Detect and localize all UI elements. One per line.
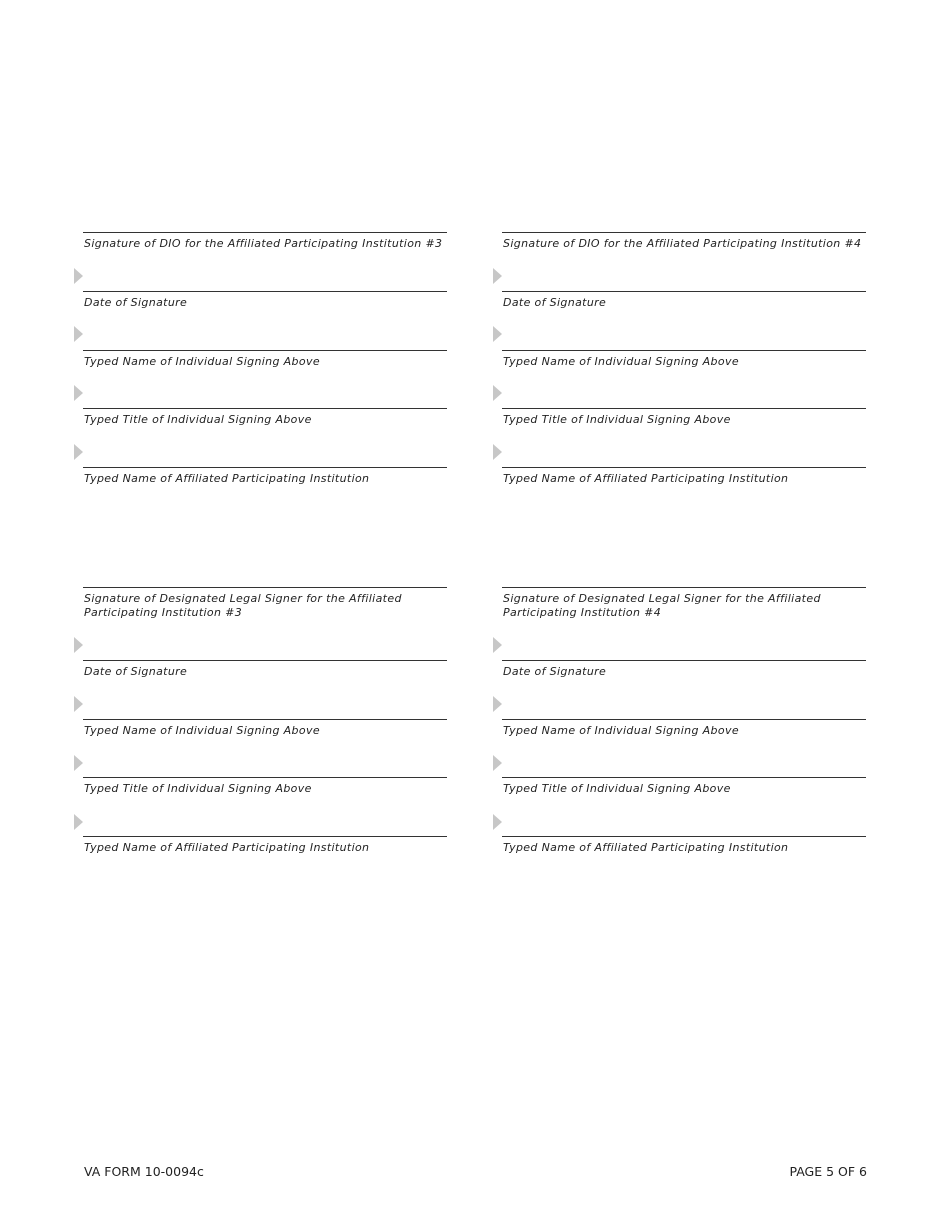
field-pointer-icon: [74, 637, 83, 653]
signature-caption: Signature of Designated Legal Signer for the Affiliated Participating Institution #4: [503, 592, 821, 619]
field-pointer-icon: [74, 696, 83, 712]
field-pointer-icon: [493, 326, 502, 342]
typed-title-field[interactable]: [83, 408, 447, 467]
signature-caption: Signature of DIO for the Affiliated Participating Institution #3: [84, 237, 443, 250]
institution-field[interactable]: [83, 467, 447, 507]
signature-caption: Signature of Designated Legal Signer for the Affiliated Participating Institution #3: [84, 592, 402, 619]
field-pointer-icon: [74, 385, 83, 401]
name-caption: Typed Name of Individual Signing Above: [84, 724, 320, 737]
date-caption: Date of Signature: [84, 665, 188, 678]
legal-signer-block-4: [502, 587, 866, 876]
date-field[interactable]: [83, 660, 447, 719]
field-pointer-icon: [74, 444, 83, 460]
field-pointer-icon: [493, 444, 502, 460]
dio-signature-field-3[interactable]: [83, 232, 447, 291]
legal-signature-field-4[interactable]: [502, 587, 866, 660]
title-caption: Typed Title of Individual Signing Above: [84, 413, 312, 426]
date-field[interactable]: [502, 291, 866, 350]
typed-name-field[interactable]: [83, 350, 447, 408]
typed-name-field[interactable]: [502, 350, 866, 408]
dio-signature-block-3: [83, 232, 447, 507]
date-caption: Date of Signature: [503, 665, 607, 678]
institution-field[interactable]: [83, 836, 447, 876]
field-pointer-icon: [74, 755, 83, 771]
typed-name-field[interactable]: [502, 719, 866, 777]
institution-caption: Typed Name of Affiliated Participating Institution: [84, 472, 370, 485]
typed-name-field[interactable]: [83, 719, 447, 777]
date-field[interactable]: [83, 291, 447, 350]
field-pointer-icon: [74, 326, 83, 342]
field-pointer-icon: [74, 814, 83, 830]
legal-signature-field-3[interactable]: [83, 587, 447, 660]
date-caption: Date of Signature: [84, 296, 188, 309]
institution-caption: Typed Name of Affiliated Participating Institution: [503, 472, 789, 485]
legal-signer-block-3: [83, 587, 447, 876]
dio-signature-field-4[interactable]: [502, 232, 866, 291]
typed-title-field[interactable]: [502, 777, 866, 836]
name-caption: Typed Name of Individual Signing Above: [503, 355, 739, 368]
field-pointer-icon: [493, 268, 502, 284]
page-indicator: PAGE 5 OF 6: [789, 1164, 867, 1179]
field-pointer-icon: [74, 268, 83, 284]
field-pointer-icon: [493, 385, 502, 401]
field-pointer-icon: [493, 814, 502, 830]
typed-title-field[interactable]: [83, 777, 447, 836]
institution-field[interactable]: [502, 836, 866, 876]
field-pointer-icon: [493, 755, 502, 771]
name-caption: Typed Name of Individual Signing Above: [503, 724, 739, 737]
institution-caption: Typed Name of Affiliated Participating Institution: [84, 841, 370, 854]
dio-signature-block-4: [502, 232, 866, 507]
date-field[interactable]: [502, 660, 866, 719]
signature-caption: Signature of DIO for the Affiliated Participating Institution #4: [503, 237, 862, 250]
institution-caption: Typed Name of Affiliated Participating Institution: [503, 841, 789, 854]
field-pointer-icon: [493, 696, 502, 712]
field-pointer-icon: [493, 637, 502, 653]
typed-title-field[interactable]: [502, 408, 866, 467]
title-caption: Typed Title of Individual Signing Above: [503, 782, 731, 795]
title-caption: Typed Title of Individual Signing Above: [84, 782, 312, 795]
title-caption: Typed Title of Individual Signing Above: [503, 413, 731, 426]
form-number: VA FORM 10-0094c: [84, 1164, 204, 1179]
institution-field[interactable]: [502, 467, 866, 507]
date-caption: Date of Signature: [503, 296, 607, 309]
name-caption: Typed Name of Individual Signing Above: [84, 355, 320, 368]
